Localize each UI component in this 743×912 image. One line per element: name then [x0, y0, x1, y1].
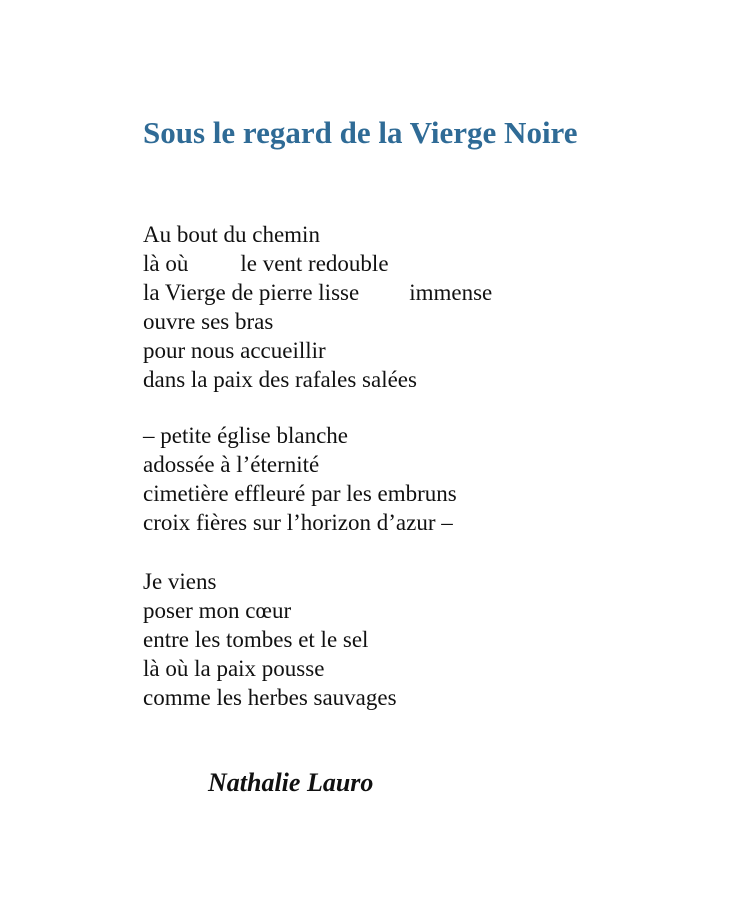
poem-line: cimetière effleuré par les embruns: [143, 481, 457, 506]
poem-line: – petite église blanche: [143, 423, 349, 448]
poem-line: là où la paix pousse: [143, 656, 325, 681]
poem-line: entre les tombes et le sel: [143, 627, 369, 652]
poem-line: dans la paix des rafales salées: [143, 367, 417, 392]
poem-line: comme les herbes sauvages: [143, 685, 397, 710]
poem-line: adossée à l’éternité: [143, 452, 320, 477]
poem-line: croix fières sur l’horizon d’azur –: [143, 510, 453, 535]
poem-line: [143, 249, 492, 278]
poem-line-part: immense: [409, 280, 493, 305]
stanza-1: [143, 220, 492, 394]
poem-line: ouvre ses bras: [143, 309, 274, 334]
poem-author: Nathalie Lauro: [208, 768, 374, 797]
poem-title: Sous le regard de la Vierge Noire: [143, 115, 578, 150]
poem-line: poser mon cœur: [143, 598, 292, 623]
poem-line-part: la Vierge de pierre lisse: [143, 280, 360, 305]
poem-line-part: là où: [143, 251, 189, 276]
stanza-3: [143, 567, 397, 712]
poem-line-part: le vent redouble: [240, 251, 389, 276]
poem-line: [143, 278, 492, 307]
stanza-2: [143, 421, 457, 537]
poem-line: pour nous accueillir: [143, 338, 326, 363]
poem-line: Au bout du chemin: [143, 222, 320, 247]
poem-line: Je viens: [143, 569, 217, 594]
